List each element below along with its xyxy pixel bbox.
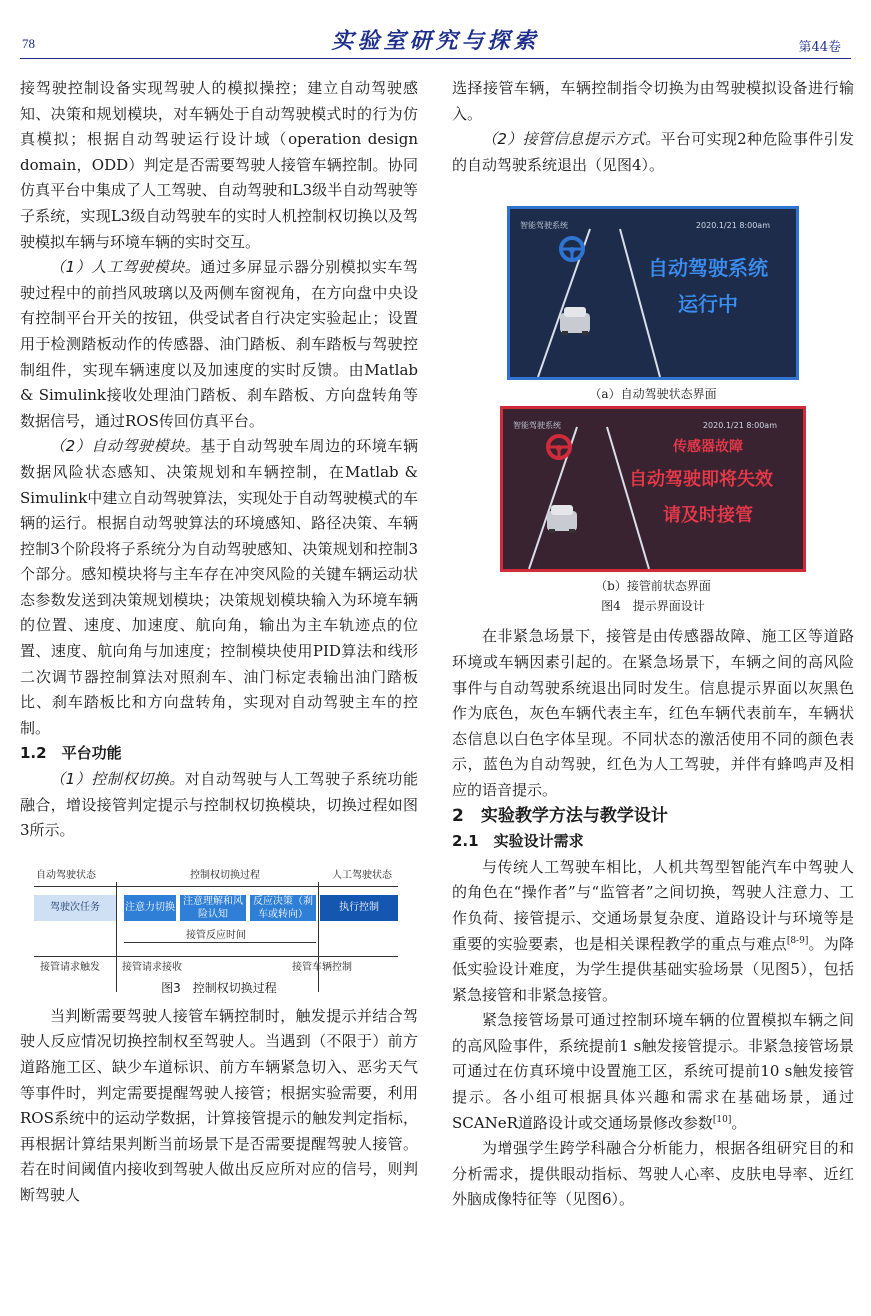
page-number: 78 [22,36,35,51]
fig4a-caption: （a）自动驾驶状态界面 [589,387,717,402]
paragraph-body: 对自动驾驶与人工驾驶子系统功能融合，增设接管判定提示与控制权切换模块，切换过程如图3所示。 [20,770,418,840]
fig3-divider [318,882,319,992]
fig4b-takeover-screen [500,406,806,572]
fig3-bottom-line [34,956,398,957]
journal-title: 实验室研究与探索 [331,28,540,54]
fig3-bar-risk-cognition: 注意理解和风险认知 [180,895,246,921]
header-rule [20,58,851,59]
paragraph [20,434,418,741]
fig4a-message-line2: 运行中 [678,292,738,317]
paragraph-lead: （1）控制权切换。 [50,770,185,789]
screen-header-time: 2020.1/21 8:00am [702,421,777,431]
paragraph: 接驾驶控制设备实现驾驶人的模拟操控；建立自动驾驶感知、决策和规划模块，对车辆处于自动驾驶模式时的行为仿真模拟；根据自动驾驶运行设计域（operation design domain，ODD）判定是否需要驾驶人接管车辆控制。协同仿真平台中集成了人工驾驶、自动驾驶和L3级半自动驾驶等子系统，实现L3级自动驾驶车的实时人机控制权切换以及驾驶模拟车辆与环境车辆的实时交互。 [20,79,418,251]
paragraph-body: 平台可实现2种危险事件引发的自动驾驶系统退出（见图4）。 [452,130,854,174]
paragraph [452,1008,854,1136]
figure-3 [20,866,418,994]
paragraph-body: 紧急接管场景可通过控制环境车辆的位置模拟车辆之间的高风险事件，系统提前1 s触发接管提示。非紧急接管场景可通过在仿真环境中设置施工区，系统可提前10 s触发接管提示。各小组可根据具体兴趣和需求在基础场景，通过SCANeR道路设计或交通场景修改参数 [452,1011,854,1132]
paragraph [452,855,854,1009]
fig3-caption: 图3 控制权切换过程 [161,980,277,995]
paragraph [20,767,418,844]
screen-header-time: 2020.1/21 8:00am [695,221,770,231]
fig4b-message-line3: 请及时接管 [663,505,753,527]
fig3-label-switch-process: 控制权切换过程 [190,869,260,881]
paragraph [20,255,418,434]
fig3-label-request-trigger: 接管请求触发 [40,961,100,973]
fig3-divider [116,882,117,992]
section-heading: 1.2 平台功能 [20,744,122,763]
screen-header-title: 智能驾驶系统 [520,221,568,231]
fig3-label-vehicle-control: 接管车辆控制 [292,961,352,973]
paragraph [452,127,854,178]
section-heading: 2 实验教学方法与教学设计 [452,805,668,826]
paragraph-lead: （2）自动驾驶模块。 [50,437,201,456]
right-column [452,76,854,1213]
citation: [10] [712,1114,732,1125]
paragraph-body: 。为降低实验设计难度，为学生提供基础实验场景（见图5），包括紧急接管和非紧急接管。 [452,934,854,1004]
fig3-label-reaction-time: 接管反应时间 [186,929,246,941]
paragraph-body: 通过多屏显示器分别模拟实车驾驶过程中的前挡风玻璃以及两侧车窗视角，在方向盘中央设有控制平台开关的按钮，供受试者自行决定实验起止；设置用于检测踏板动作的传感器、油门踏板、刹车踏板与驾驶控制组件，实现车辆速度以及加速度的实时反馈。由Matlab & Simulink接收处理油门踏板、刹车踏板、方向盘转角等数据信号，通过ROS传回仿真平台。 [20,258,418,430]
steering-wheel-icon [558,235,586,263]
fig3-bar-execute-control: 执行控制 [320,895,398,921]
paragraph-lead: （2）接管信息提示方式。 [482,130,661,149]
page-header [0,0,871,60]
fig4a-message-line1: 自动驾驶系统 [648,256,768,281]
fig4b-message-line2: 自动驾驶即将失效 [629,469,773,491]
citation: [8-9] [786,935,809,946]
fig3-label-request-received: 接管请求接收 [122,961,182,973]
fig4b-message-line1: 传感器故障 [673,439,743,456]
paragraph: 当判断需要驾驶人接管车辆控制时，触发提示并结合驾驶人反应情况切换控制权至驾驶人。当遇到（不限于）前方道路施工区、缺少车道标识、前方车辆紧急切入、恶劣天气等事件时，判定需要提醒驾驶人接管；根据实验需要，利用ROS系统中的运动学数据，计算接管提示的触发判定指标，再根据计算结果判断当前场景下是否需要提醒驾驶人接管。若在时间阈值内接收到驾驶人做出反应所对应的信号，则判断驾驶人 [20,1006,418,1204]
subsection-heading: 2.1 实验设计需求 [452,832,584,851]
fig3-label-auto-state: 自动驾驶状态 [36,869,96,881]
screen-header-title: 智能驾驶系统 [513,421,561,431]
paragraph: 为增强学生跨学科融合分析能力，根据各组研究目的和分析需求，提供眼动指标、驾驶人心率、皮肤电导率、近红外脑成像特征等（见图6）。 [452,1139,854,1209]
fig4-caption: 图4 提示界面设计 [601,599,705,614]
fig3-label-manual-state: 人工驾驶状态 [332,869,392,881]
paragraph: 在非紧急场景下，接管是由传感器故障、施工区等道路环境或车辆因素引起的。在紧急场景下，车辆之间的高风险事件与自动驾驶系统退出同时发生。信息提示界面以灰黑色作为底色，灰色车辆代表主车，红色车辆代表前车，车辆状态信息以白色字体呈现。不同状态的激活使用不同的颜色表示，蓝色为自动驾驶，红色为人工驾驶，并伴有蜂鸣声及相应的语音提示。 [452,627,854,799]
fig4b-caption: （b）接管前状态界面 [595,579,711,594]
fig3-bar-attention-switch: 注意力切换 [124,895,176,921]
paragraph-lead: （1）人工驾驶模块。 [50,258,201,277]
fig4a-auto-driving-screen [507,206,799,380]
fig3-reaction-time-arrow [124,942,316,943]
fig3-bar-reaction-decision: 反应决策（刹车或转向） [250,895,316,921]
paragraph-body: 。 [731,1113,747,1132]
fig3-top-line [34,886,398,887]
paragraph-body: 基于自动驾驶车周边的环境车辆数据风险状态感知、决策规划和车辆控制，在Matlab & Simulink中建立自动驾驶算法，实现处于自动驾驶模式的车辆的运行。根据自动驾驶算法的环境感知、路径决策、车辆控制3个阶段将子系统分为自动驾驶感知、决策规划和控制3个部分。感知模块将与主车存在冲突风险的关键车辆运动状态参数发送到决策规划模块；决策规划模块输入为环境车辆的位置、速度、加速度、航向角，输出为主车轨迹点的位置、速度、航向角与加速度；控制模块使用PID算法和线形二次调节器控制算法对照刹车、油门标定表输出油门踏板比、刹车踏板比和方向盘转角，实现对自动驾驶主车的控制。 [20,437,418,737]
fig3-bar-secondary-task: 驾驶次任务 [34,895,116,921]
left-column [20,76,418,1209]
paragraph-body: 与传统人工驾驶车相比，人机共驾型智能汽车中驾驶人的角色在“操作者”与“监管者”之间切换，驾驶人注意力、工作负荷、接管提示、交通场景复杂度、道路设计与环境等是重要的实验要素，也是相关课程教学的重点与难点 [452,857,854,953]
volume-label: 第44卷 [798,40,841,55]
paragraph: 选择接管车辆，车辆控制指令切换为由驾驶模拟设备进行输入。 [452,79,854,123]
